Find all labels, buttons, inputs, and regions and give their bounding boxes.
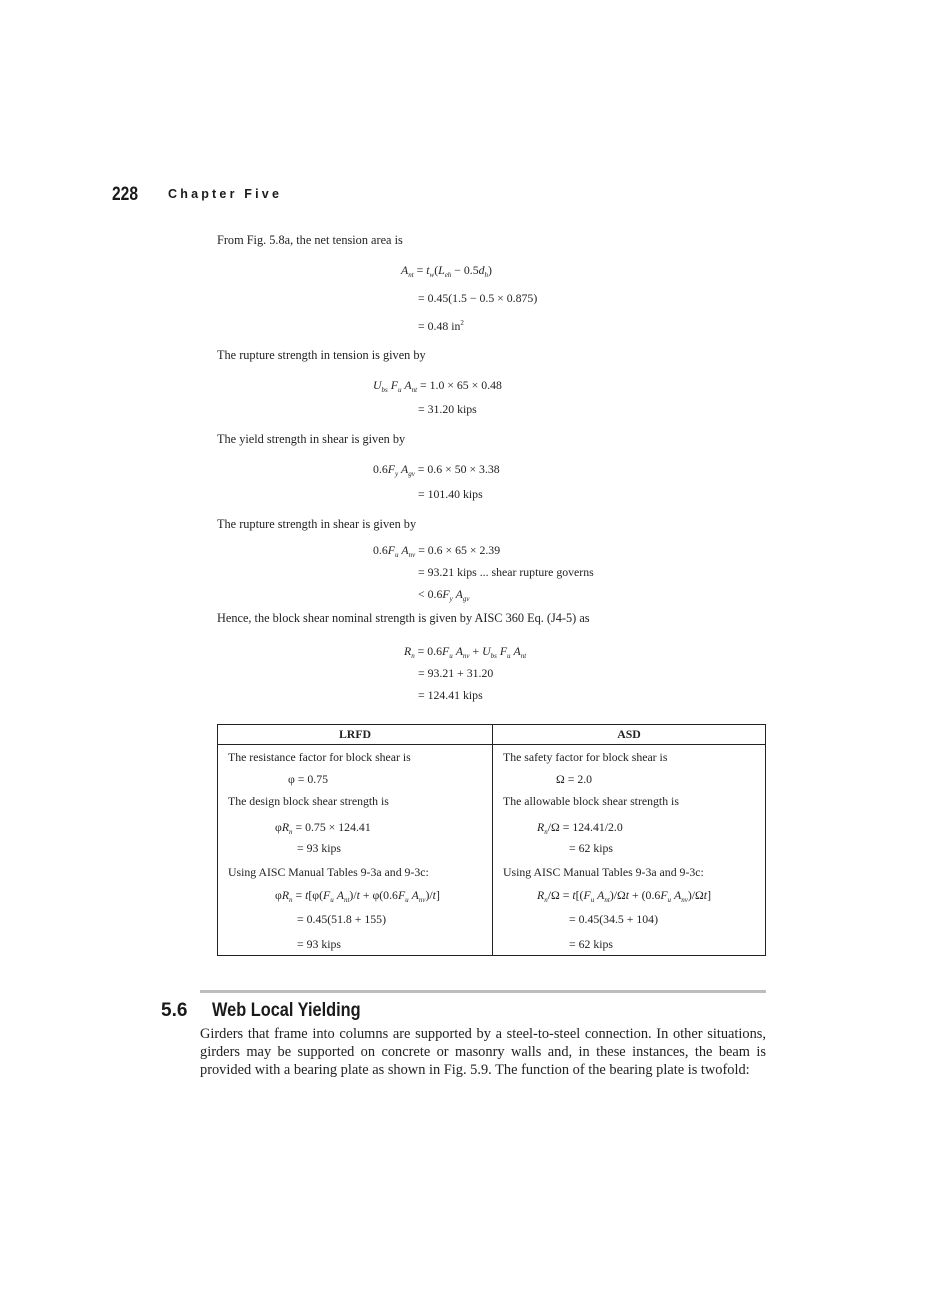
intro-yield-shear: The yield strength in shear is given by <box>217 432 406 446</box>
eq-rupture-shear-2: = 93.21 kips ... shear rupture governs <box>418 565 594 579</box>
eq-nominal-2: = 93.21 + 31.20 <box>418 666 494 680</box>
lrfd-line-2: φ = 0.75 <box>288 772 329 786</box>
section-paragraph <box>200 1025 766 1079</box>
eq-nominal-1: $R_n = 0.6F_u$ $A_{nv} + U_{bs}$ $F_u$ $A_{nt}$ <box>404 644 527 660</box>
lrfd-line-4: $\varphi R_n = 0.75 \times 124.41$ <box>275 820 371 836</box>
intro-rupture-tension: The rupture strength in tension is given by <box>217 348 426 362</box>
asd-line-2: Ω = 2.0 <box>556 772 593 786</box>
lrfd-line-6: Using AISC Manual Tables 9-3a and 9-3c: <box>228 865 429 879</box>
header-asd: ASD <box>493 725 766 745</box>
eq-rupture-shear-3: < $0.6F_y$ $A_{gv}$ <box>418 587 470 603</box>
eq-rupture-tension-2: = 31.20 kips <box>418 402 477 416</box>
asd-line-1: The safety factor for block shear is <box>503 750 668 764</box>
asd-line-8: = 0.45(34.5 + 104) <box>569 912 658 926</box>
header-lrfd: LRFD <box>218 725 493 745</box>
intro-net-tension: From Fig. 5.8a, the net tension area is <box>217 233 403 247</box>
eq-yield-shear-2: = 101.40 kips <box>418 487 483 501</box>
eq-yield-shear-1: $0.6F_y$ $A_{gv} = 0.6 \times 50 \times 3.38$ <box>373 462 500 478</box>
intro-rupture-shear: The rupture strength in shear is given by <box>217 517 417 531</box>
section-rule <box>200 990 766 993</box>
eq-rupture-shear-1: $0.6F_u$ $A_{nv} = 0.6 \times 65 \times 2.39$ <box>373 543 501 559</box>
eq-net-tension-2: = 0.45(1.5 − 0.5 × 0.875) <box>418 291 538 305</box>
eq-net-tension-3: = 0.48 $in^2$ <box>418 319 464 333</box>
asd-cell <box>493 745 766 956</box>
lrfd-line-9: = 93 kips <box>297 937 342 951</box>
asd-line-4: $R_n/\Omega = 124.41/2.0$ <box>537 820 623 836</box>
lrfd-cell <box>218 745 493 956</box>
eq-nominal-3: = 124.41 kips <box>418 688 483 702</box>
lrfd-line-7: $\varphi R_n = t[\varphi(F_u$ $A_{nt})/t + \varphi(0.6F_u$ $A_{nv})/t$] <box>275 888 440 904</box>
section-number: 5.6 <box>161 1000 188 1021</box>
asd-line-6: Using AISC Manual Tables 9-3a and 9-3c: <box>503 865 704 879</box>
lrfd-line-5: = 93 kips <box>297 841 342 855</box>
lrfd-asd-table <box>217 724 766 956</box>
asd-line-9: = 62 kips <box>569 937 614 951</box>
lrfd-line-1: The resistance factor for block shear is <box>228 750 411 764</box>
chapter-title: Chapter Five <box>168 187 283 201</box>
page-number: 228 <box>112 184 138 205</box>
section-title: Web Local Yielding <box>212 1000 361 1021</box>
paragraph-text: Girders that frame into columns are supported by a steel-to-steel connection. In other situations, girders may be supported on concrete or masonry walls and, in these instances, the beam is provided with a bearing plate as shown in Fig. 5.9. The function of the bearing plate is twofold: <box>200 1026 766 1078</box>
intro-block-shear: Hence, the block shear nominal strength is given by AISC 360 Eq. (J4-5) as <box>217 611 590 625</box>
asd-line-3: The allowable block shear strength is <box>503 794 679 808</box>
asd-line-7: $R_n/\Omega = t[(F_u$ $A_{nt})/\Omega t + (0.6F_u$ $A_{nv})/\Omega t$] <box>537 888 712 904</box>
asd-line-5: = 62 kips <box>569 841 614 855</box>
lrfd-line-3: The design block shear strength is <box>228 794 389 808</box>
eq-net-tension-1: $A_{nt} = t_w(L_{eh} - 0.5d_h)$ <box>401 263 492 279</box>
lrfd-line-8: = 0.45(51.8 + 155) <box>297 912 386 926</box>
eq-rupture-tension-1: $U_{bs}$ $F_u$ $A_{nt} = 1.0 \times 65 \times 0.48$ <box>373 378 502 394</box>
